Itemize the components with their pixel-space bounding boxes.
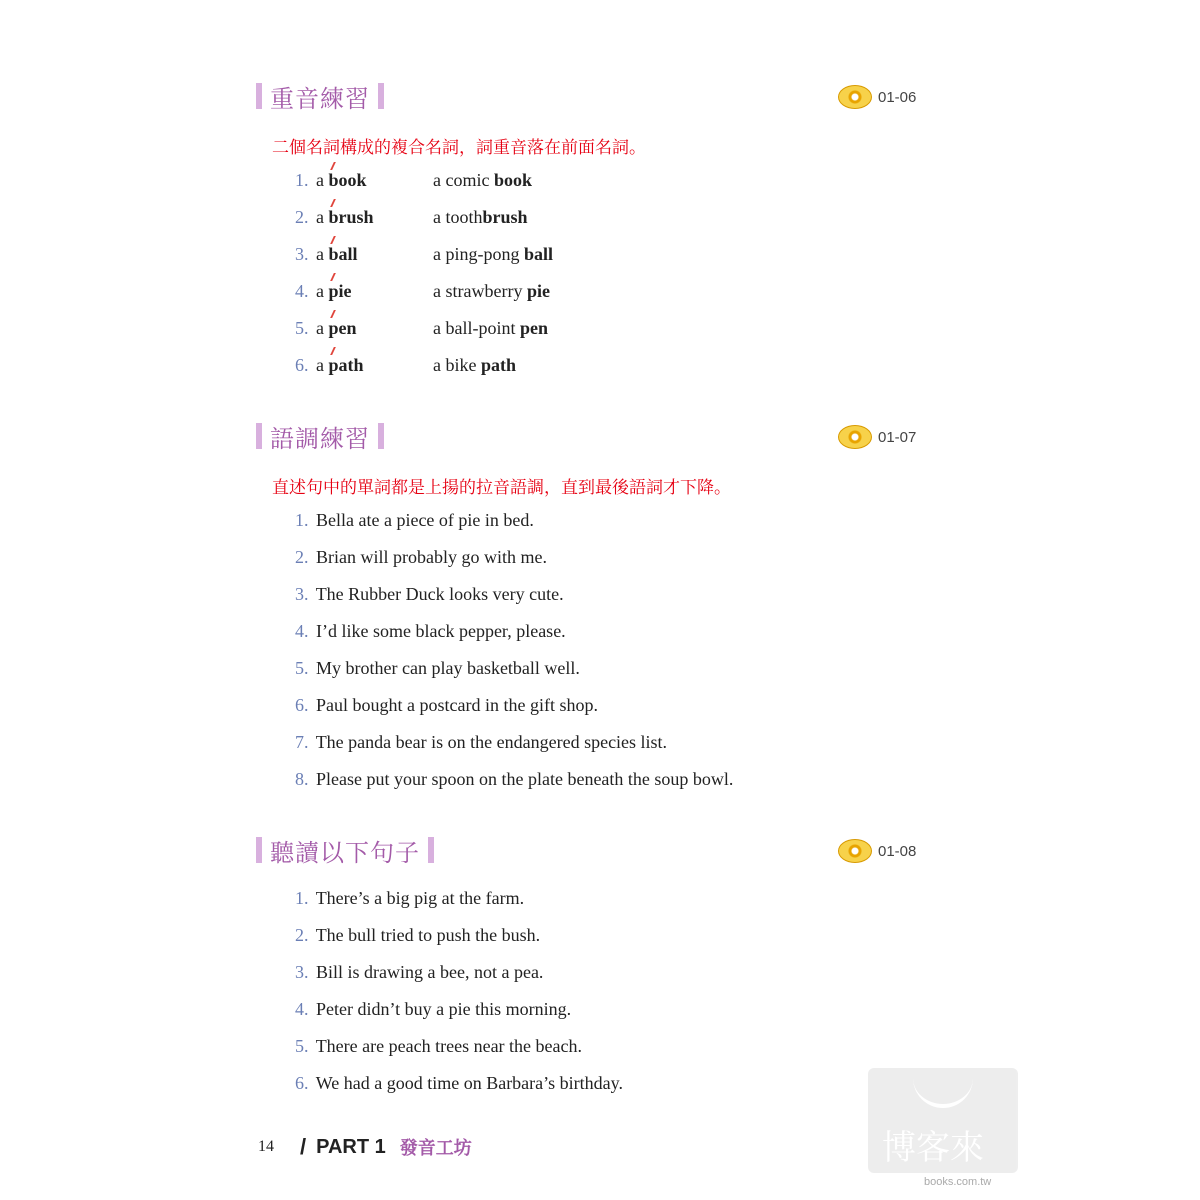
cd-icon <box>838 85 872 109</box>
list-item: 2. Brian will probably go with me. <box>295 547 547 567</box>
list-item: 5. There are peach trees near the beach. <box>295 1036 583 1056</box>
list-item: 5. My brother can play basketball well. <box>295 658 580 678</box>
section-title: 重音練習 <box>270 84 370 113</box>
list-item: 6. a path a bike path <box>295 355 516 375</box>
list-item: 3. The Rubber Duck looks very cute. <box>295 584 564 604</box>
cd-icon <box>838 839 872 863</box>
cd-icon <box>838 425 872 449</box>
audio-track-01-07[interactable] <box>838 422 916 452</box>
watermark-text: 博客來 <box>882 1128 984 1168</box>
part-label: PART 1 <box>316 1135 386 1158</box>
list-item: 1. a book a comic book <box>295 170 533 190</box>
page-footer <box>258 1134 472 1160</box>
track-label: 01-08 <box>878 842 917 860</box>
list-item: 1. There’s a big pig at the farm. <box>295 888 525 908</box>
audio-track-01-06[interactable] <box>838 82 916 112</box>
list-item: 3. Bill is drawing a bee, not a pea. <box>295 962 544 982</box>
section-header-stress <box>256 78 384 114</box>
list-item: 6. Paul bought a postcard in the gift shop. <box>295 695 598 715</box>
list-item: 2. a brush a toothbrush <box>295 207 528 227</box>
list-item: 4. a pie a strawberry pie <box>295 281 550 301</box>
smile-icon <box>913 1078 973 1108</box>
section-rule: 二個名詞構成的複合名詞，詞重音落在前面名詞。 <box>272 138 646 158</box>
audio-track-01-08[interactable] <box>838 836 916 866</box>
title-bar-left <box>256 837 262 863</box>
section-title: 聽讀以下句子 <box>270 838 420 867</box>
list-item: 6. We had a good time on Barbara’s birthday. <box>295 1073 623 1093</box>
title-bar-right <box>428 837 434 863</box>
watermark-url: books.com.tw <box>924 1176 992 1188</box>
list-item: 8. Please put your spoon on the plate beneath the soup bowl. <box>295 769 734 789</box>
list-item: 2. The bull tried to push the bush. <box>295 925 541 945</box>
watermark-logo <box>868 1068 1018 1173</box>
section-header-intonation <box>256 418 384 454</box>
part-title: 發音工坊 <box>399 1138 472 1159</box>
list-item: 5. a pen a ball-point pen <box>295 318 548 338</box>
page-number: 14 <box>258 1138 274 1155</box>
title-bar-right <box>378 83 384 109</box>
track-label: 01-07 <box>878 428 917 446</box>
list-item: 4. Peter didn’t buy a pie this morning. <box>295 999 572 1019</box>
title-bar-left <box>256 83 262 109</box>
title-bar-left <box>256 423 262 449</box>
footer-slash: / <box>300 1134 307 1159</box>
list-item: 4. I’d like some black pepper, please. <box>295 621 566 641</box>
title-bar-right <box>378 423 384 449</box>
list-item: 3. a ball a ping-pong ball <box>295 244 553 264</box>
section-title: 語調練習 <box>270 424 370 453</box>
list-item: 1. Bella ate a piece of pie in bed. <box>295 510 534 530</box>
section-header-listen-read <box>256 832 434 868</box>
track-label: 01-06 <box>878 88 917 106</box>
section-rule: 直述句中的單詞都是上揚的拉音語調，直到最後語詞才下降。 <box>272 478 731 498</box>
list-item: 7. The panda bear is on the endangered species list. <box>295 732 668 752</box>
